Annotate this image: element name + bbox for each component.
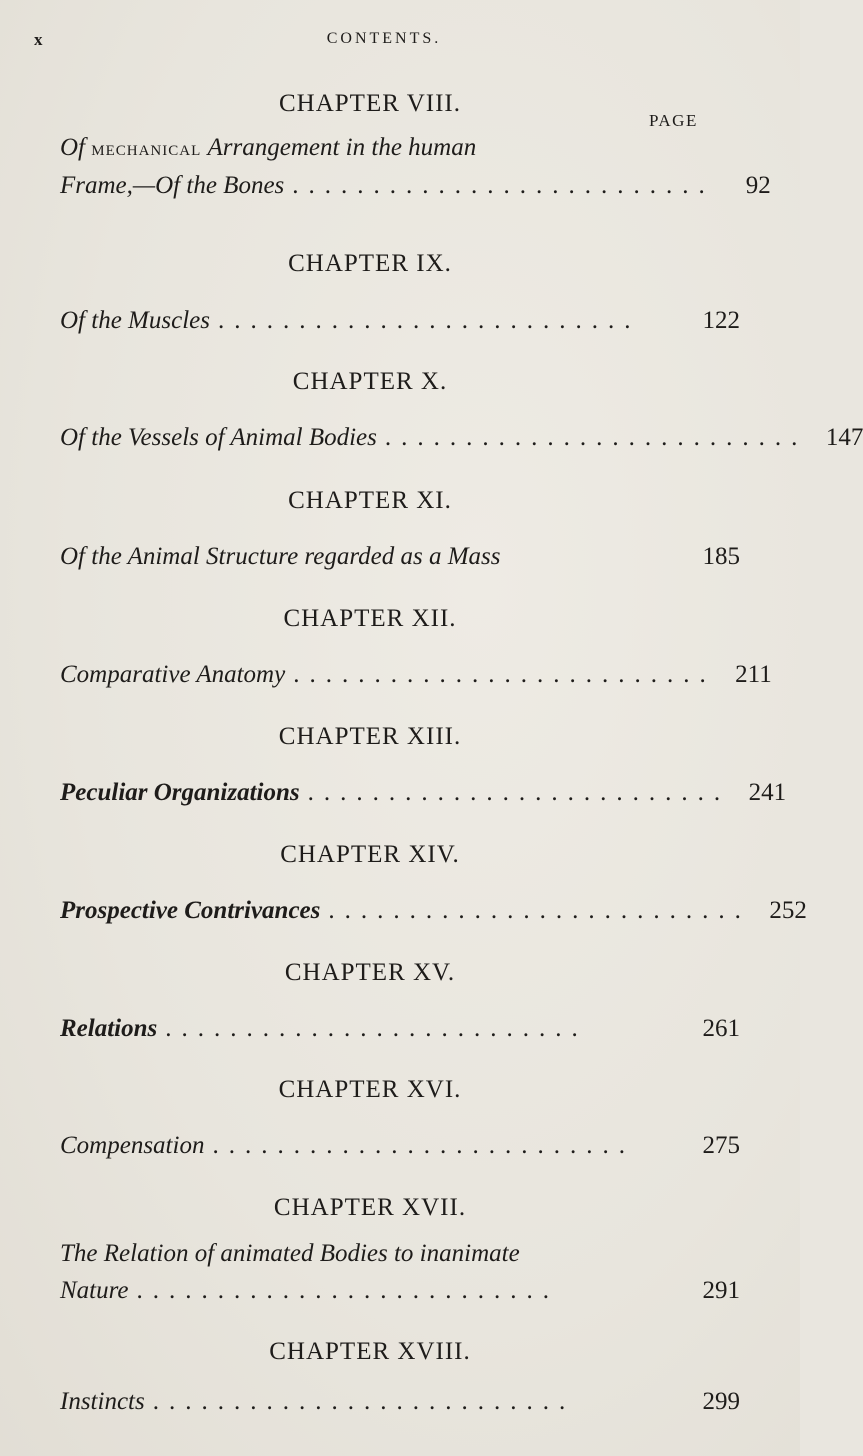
toc-entry	[60, 1015, 740, 1049]
leader-dots: ..........................	[328, 897, 751, 924]
toc-entry	[60, 172, 771, 206]
chapter-heading: CHAPTER XVII.	[273, 1194, 467, 1221]
toc-entry	[60, 661, 772, 695]
chapter-heading: CHAPTER XV.	[284, 959, 456, 986]
toc-entry	[60, 1277, 740, 1311]
toc-entry-title-prefix: Of	[60, 134, 85, 161]
page-column-label: PAGE	[649, 111, 698, 130]
chapter-heading: CHAPTER VIII.	[279, 90, 461, 117]
chapter-heading: CHAPTER XVI.	[278, 1076, 462, 1103]
toc-entry-page: 241	[748, 779, 787, 806]
toc-entry-title-line	[60, 134, 740, 168]
chapter-heading: CHAPTER XII.	[283, 605, 457, 632]
page-folio: x	[34, 30, 43, 49]
toc-entry	[60, 779, 787, 813]
toc-entry	[60, 1388, 740, 1422]
toc-entry	[60, 543, 740, 577]
leader-dots: ..........................	[217, 307, 641, 334]
toc-entry-title-line	[60, 1240, 740, 1274]
toc-entry-page: 299	[702, 1388, 740, 1415]
toc-entry-page: 291	[702, 1277, 740, 1304]
toc-entry-title: Instincts	[60, 1388, 145, 1415]
running-head	[34, 30, 734, 54]
leader-dots: ..........................	[384, 424, 808, 451]
leader-dots: ..........................	[212, 1132, 635, 1159]
leader-dots: ..........................	[165, 1015, 588, 1042]
toc-entry-title: Of the Animal Structure regarded as a Mass	[60, 543, 501, 570]
leader-dots: ..........................	[293, 661, 716, 688]
toc-entry	[60, 424, 863, 458]
toc-entry-title: Of the Vessels of Animal Bodies	[60, 424, 377, 451]
chapter-heading: CHAPTER XIV.	[280, 841, 460, 868]
leader-dots: ..........................	[292, 172, 715, 199]
toc-entry-title: Prospective Contrivances	[60, 897, 321, 924]
toc-entry-title: Nature	[60, 1277, 129, 1304]
chapter-heading: CHAPTER IX.	[288, 250, 452, 277]
toc-entry-page: 261	[702, 1015, 740, 1042]
toc-entry-title: Of the Muscles	[60, 307, 210, 334]
toc-entry	[60, 307, 740, 341]
chapter-heading: CHAPTER X.	[292, 368, 448, 395]
toc-entry-page: 211	[735, 661, 772, 688]
chapter-heading: CHAPTER XI.	[288, 487, 452, 514]
toc-entry-title: Relations	[60, 1015, 158, 1042]
toc-entry-title: Frame,—Of the Bones	[60, 172, 285, 199]
toc-entry	[60, 897, 807, 931]
toc-entry-title: Peculiar Organizations	[60, 779, 300, 806]
toc-entry	[60, 1132, 740, 1166]
toc-entry-title-rest: Arrangement in the human	[207, 134, 477, 161]
toc-entry-title-smallcaps: mechanical	[91, 135, 202, 160]
toc-entry-page: 252	[769, 897, 807, 924]
toc-entry-page: 122	[702, 307, 740, 334]
leader-dots: ..........................	[307, 779, 731, 806]
toc-entry-page: 275	[702, 1132, 740, 1159]
leader-dots: ..........................	[136, 1277, 560, 1304]
running-head-title: CONTENTS.	[326, 30, 442, 47]
toc-entry-page: 92	[745, 172, 771, 199]
chapter-heading: CHAPTER XIII.	[278, 723, 462, 750]
toc-entry-page: 147	[825, 424, 863, 451]
toc-entry-page: 185	[702, 543, 740, 570]
chapter-heading: CHAPTER XVIII.	[269, 1338, 471, 1365]
leader-dots: ..........................	[152, 1388, 576, 1415]
toc-entry-title: The Relation of animated Bodies to inanimate	[60, 1240, 520, 1267]
toc-entry-title: Compensation	[60, 1132, 205, 1159]
toc-entry-title: Comparative Anatomy	[60, 661, 286, 688]
